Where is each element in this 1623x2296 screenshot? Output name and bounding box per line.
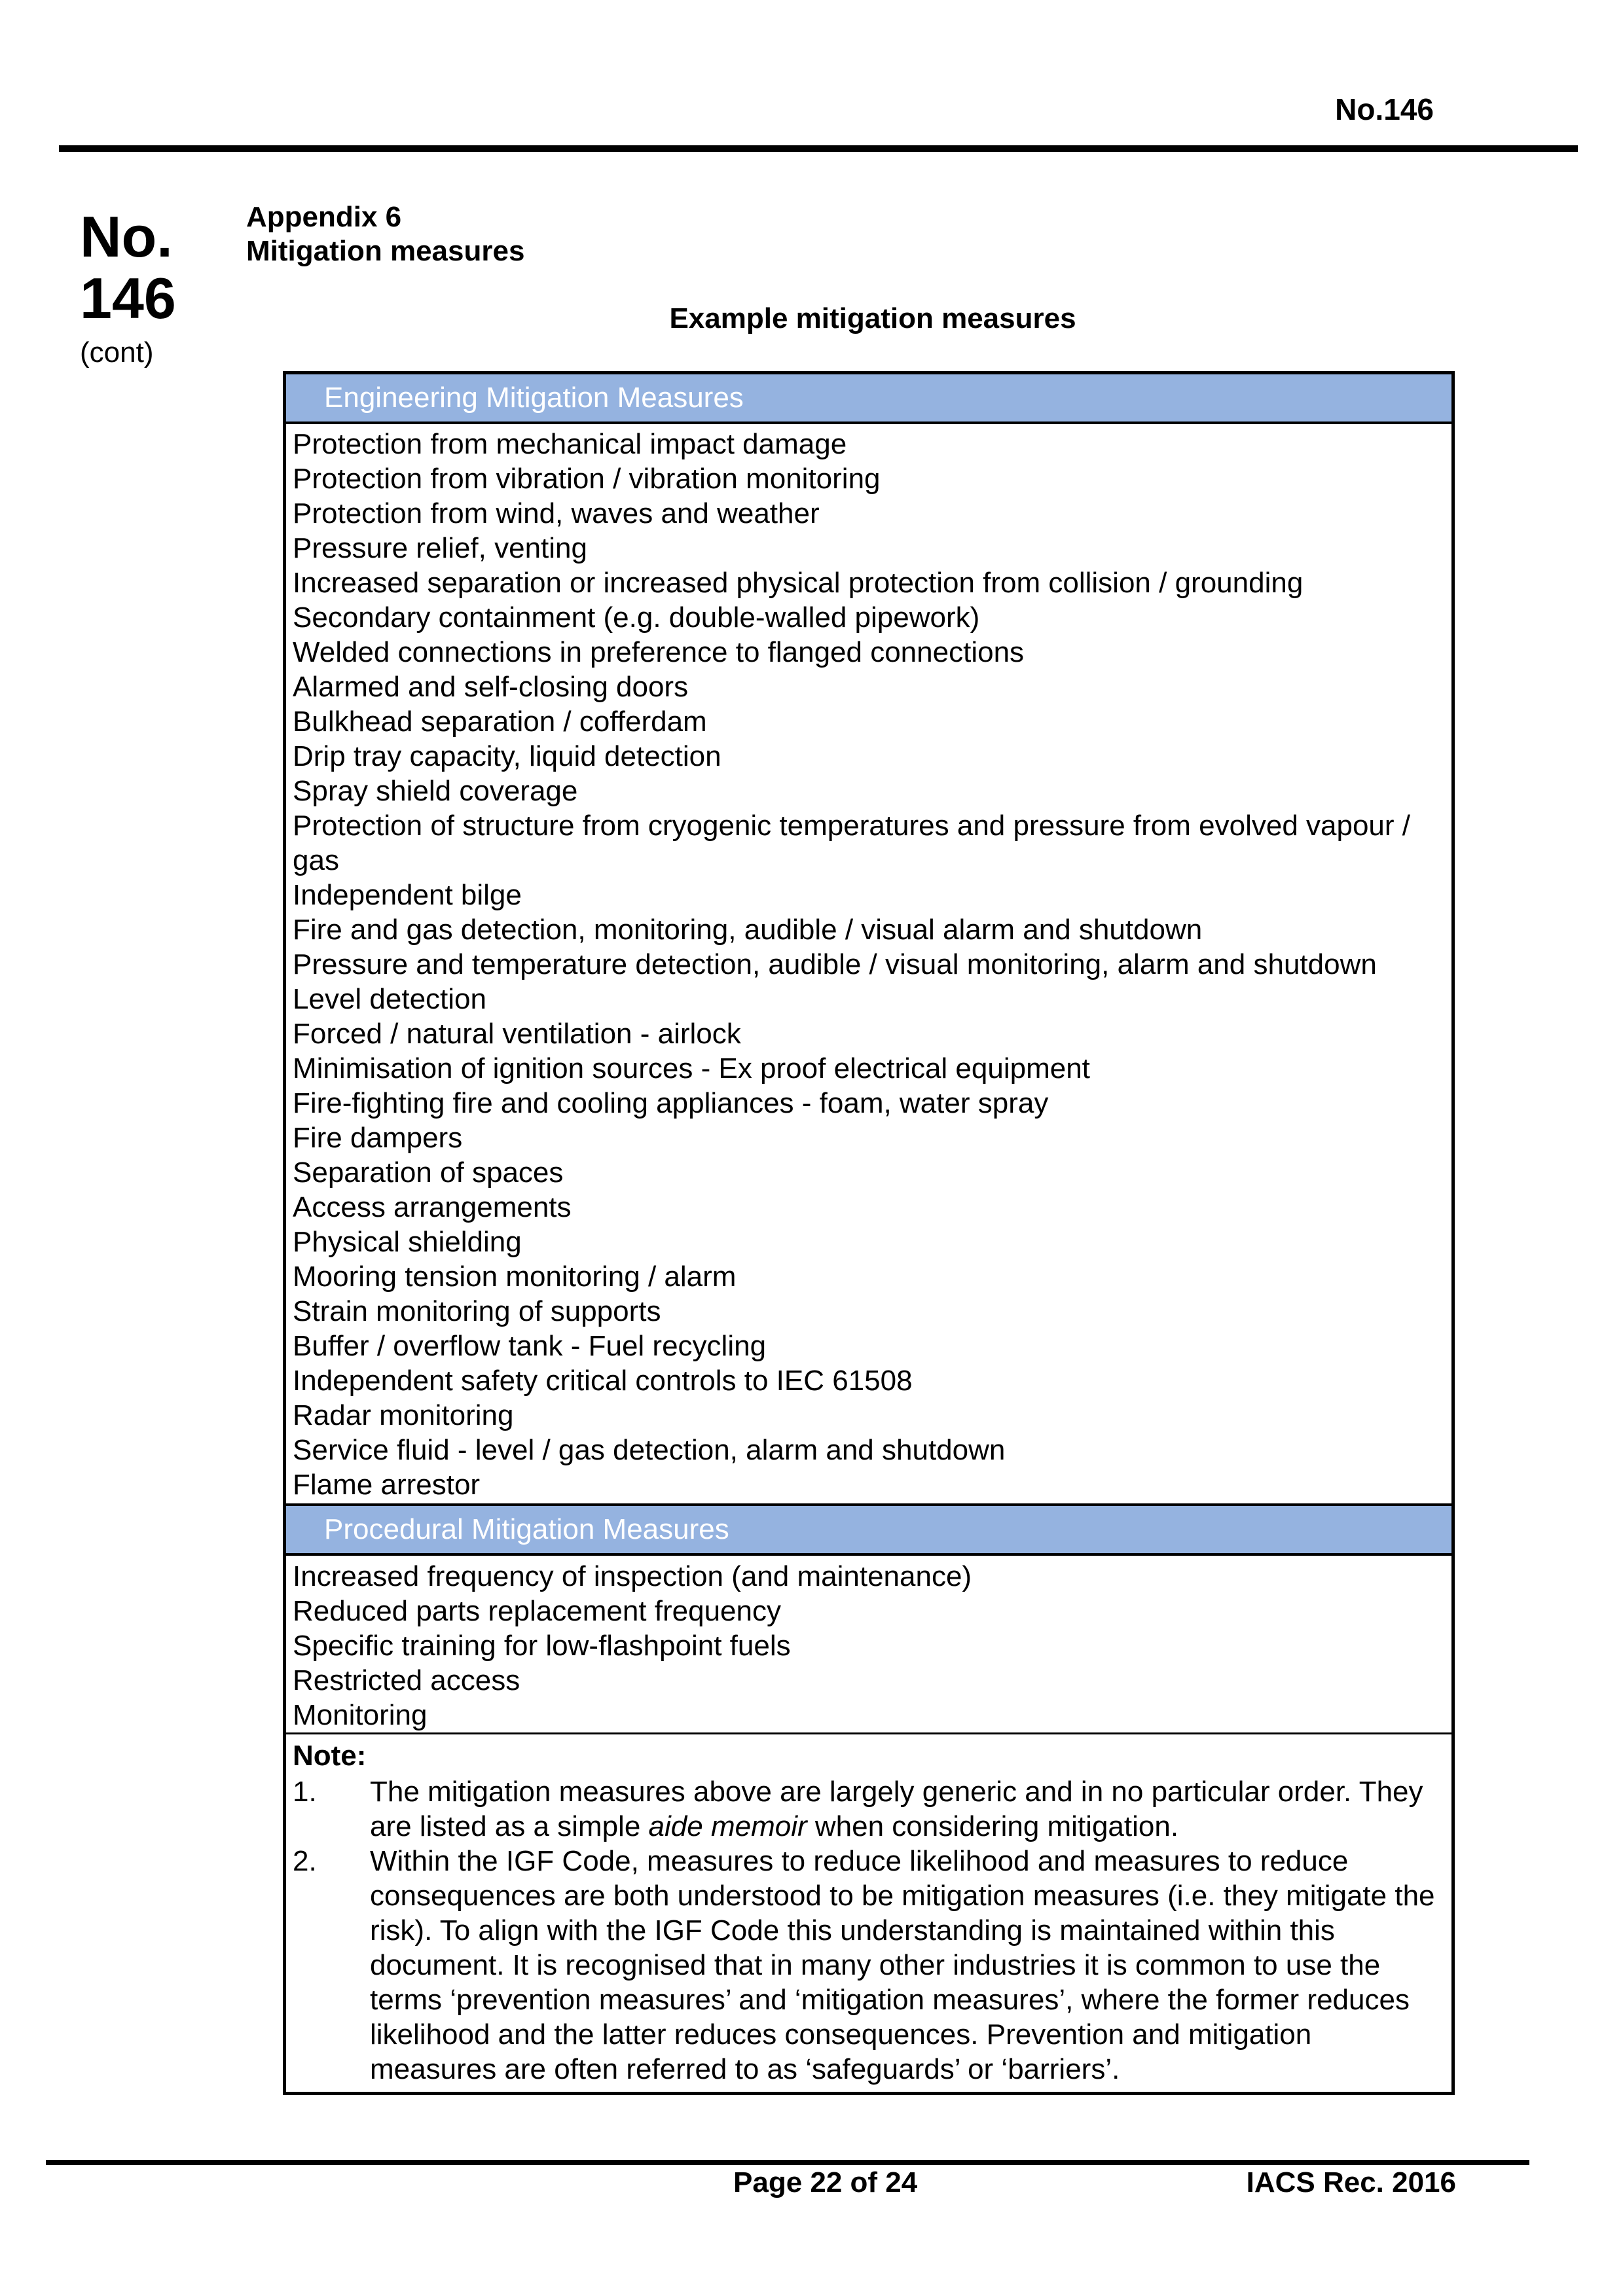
- sidebar-number: [80, 206, 176, 329]
- note-text: when considering mitigation.: [807, 1810, 1179, 1842]
- list-item: Buffer / overflow tank - Fuel recycling: [293, 1330, 767, 1362]
- table-title: Example mitigation measures: [669, 302, 1076, 334]
- header-rule: [59, 145, 1578, 152]
- list-item: Pressure relief, venting: [293, 532, 587, 564]
- list-item: Protection from vibration / vibration monitoring: [293, 463, 881, 495]
- appendix-label: Appendix 6: [246, 201, 402, 233]
- list-item: Physical shielding: [293, 1226, 522, 1258]
- note-divider: [286, 1732, 1451, 1734]
- list-item: Forced / natural ventilation - airlock: [293, 1018, 741, 1050]
- header-doc-number: No.146: [1335, 92, 1434, 126]
- note-text: The mitigation measures above are largely generic and in no particular order. They are listed as a simple: [370, 1776, 1423, 1842]
- list-item: Secondary containment (e.g. double-walled pipework): [293, 601, 980, 634]
- note-italic-term: aide memoir: [648, 1810, 807, 1842]
- list-item: Restricted access: [293, 1664, 520, 1696]
- footer-page-number: Page 22 of 24: [733, 2166, 918, 2198]
- appendix-heading: [246, 200, 524, 268]
- note-text: Within the IGF Code, measures to reduce likelihood and measures to reduce consequences are both understood to be mitigation measures (i.e. they mitigate the risk). To align with the IGF Code this understanding is maintained within this document. It is recognised that in many other industries it is common to use the terms ‘prevention measures’ and ‘mitigation measures’, where the former reduces likelihood and the latter reduces consequences. Prevention and mitigation measures are often referred to as ‘safeguards’ or ‘barriers’.: [370, 1845, 1435, 2085]
- list-item: Protection from wind, waves and weather: [293, 497, 820, 529]
- list-item: Fire-fighting fire and cooling appliances - foam, water spray: [293, 1087, 1049, 1119]
- list-item: Increased frequency of inspection (and maintenance): [293, 1560, 972, 1592]
- list-item: Welded connections in preference to flanged connections: [293, 636, 1025, 668]
- list-item: Separation of spaces: [293, 1157, 564, 1189]
- list-item: Access arrangements: [293, 1191, 572, 1223]
- list-item: Increased separation or increased physical protection from collision / grounding: [293, 567, 1304, 599]
- appendix-title: Mitigation measures: [246, 235, 525, 267]
- sidebar-cont: (cont): [80, 336, 154, 368]
- note-item: [293, 1844, 1438, 2087]
- mitigation-table: [283, 371, 1455, 2095]
- sidebar-no-value: 146: [80, 266, 176, 331]
- list-item: Bulkhead separation / cofferdam: [293, 706, 707, 738]
- list-item: Monitoring: [293, 1699, 428, 1731]
- procedural-section-header: Procedural Mitigation Measures: [286, 1503, 1451, 1556]
- list-item: Protection from mechanical impact damage: [293, 428, 847, 460]
- note-number: 2.: [293, 1845, 317, 1877]
- engineering-measures-list: [293, 427, 1445, 1502]
- list-item: Protection of structure from cryogenic temperatures and pressure from evolved vapour / gas: [293, 810, 1410, 876]
- list-item: Independent safety critical controls to IEC 61508: [293, 1365, 913, 1397]
- list-item: Drip tray capacity, liquid detection: [293, 740, 721, 772]
- list-item: Specific training for low-flashpoint fuels: [293, 1630, 791, 1662]
- list-item: Fire dampers: [293, 1122, 463, 1154]
- list-item: Service fluid - level / gas detection, alarm and shutdown: [293, 1434, 1006, 1466]
- list-item: Strain monitoring of supports: [293, 1295, 661, 1327]
- list-item: Minimisation of ignition sources - Ex proof electrical equipment: [293, 1052, 1090, 1085]
- footer-rule: [46, 2160, 1529, 2165]
- list-item: Spray shield coverage: [293, 775, 578, 807]
- note-item: [293, 1774, 1438, 1844]
- list-item: Pressure and temperature detection, audible / visual monitoring, alarm and shutdown: [293, 948, 1377, 980]
- list-item: Fire and gas detection, monitoring, audible / visual alarm and shutdown: [293, 914, 1203, 946]
- list-item: Flame arrestor: [293, 1469, 481, 1501]
- sidebar-no-label: No.: [80, 204, 173, 269]
- list-item: Level detection: [293, 983, 486, 1015]
- procedural-measures-list: [293, 1559, 1445, 1732]
- note-block: [293, 1738, 1438, 2087]
- list-item: Mooring tension monitoring / alarm: [293, 1261, 737, 1293]
- list-item: Radar monitoring: [293, 1399, 514, 1431]
- note-number: 1.: [293, 1776, 317, 1808]
- engineering-section-header: Engineering Mitigation Measures: [286, 374, 1451, 424]
- list-item: Independent bilge: [293, 879, 522, 911]
- note-title: Note:: [293, 1740, 367, 1772]
- list-item: Reduced parts replacement frequency: [293, 1595, 781, 1627]
- footer-doc-id: IACS Rec. 2016: [1246, 2166, 1456, 2198]
- list-item: Alarmed and self-closing doors: [293, 671, 689, 703]
